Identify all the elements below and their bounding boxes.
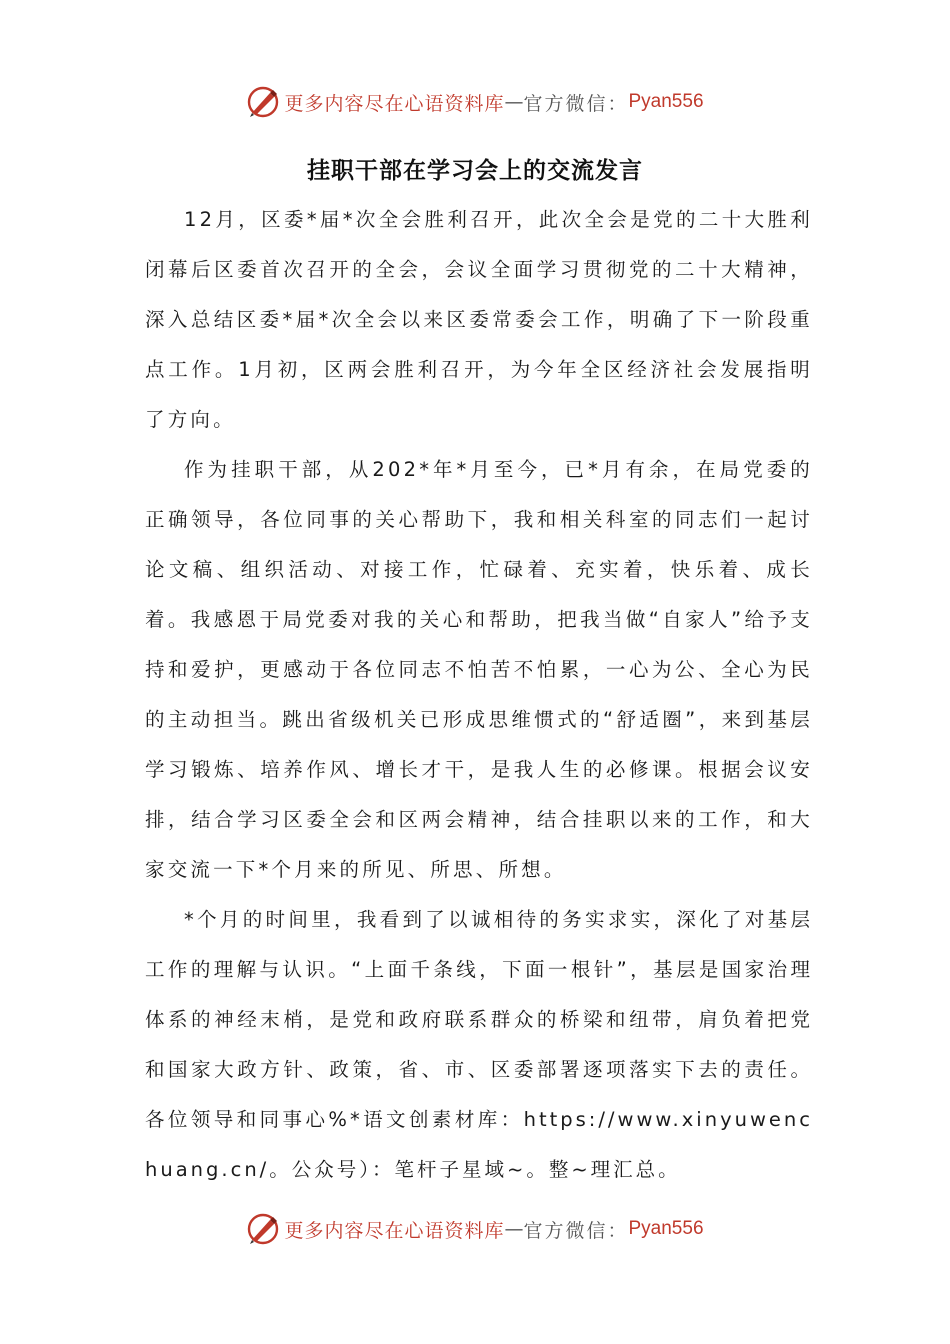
header-banner-dash: — — [504, 91, 524, 113]
pen-logo-icon — [246, 85, 280, 119]
footer-banner-text: 更多内容尽在心语资料库 — [284, 1219, 505, 1242]
footer-banner-dash: — — [504, 1218, 524, 1240]
pen-logo-icon — [246, 1212, 280, 1246]
paragraph-1: 12月，区委*届*次全会胜利召开，此次全会是党的二十大胜利闭幕后区委首次召开的全会，会议全面学习贯彻党的二十大精神，深入总结区委*届*次全会以来区委常委会工作，明确了下一阶段重点工作。1月初，区两会胜利召开，为今年全区经济社会发展指明了方向。 — [145, 208, 813, 431]
footer-banner — [0, 1209, 950, 1249]
document-title: 挂职干部在学习会上的交流发言 — [307, 157, 643, 184]
header-banner-text: 更多内容尽在心语资料库 — [284, 92, 505, 115]
header-banner — [0, 82, 950, 122]
footer-wechat-label: 官方微信： — [523, 1219, 629, 1242]
paragraph-3: *个月的时间里，我看到了以诚相待的务实求实，深化了对基层工作的理解与认识。“上面千条线，下面一根针”，基层是国家治理体系的神经末梢，是党和政府联系群众的桥梁和纽带，肩负着把党和国家大政方针、政策，省、市、区委部署逐项落实下去的责任。各位领导和同事心%*语文创素材库：https://www.xinyuwenchuang.cn/。公众号）：笔杆子星域~。整~理汇总。 — [145, 908, 813, 1181]
header-wechat-label: 官方微信： — [523, 92, 629, 115]
paragraph-2: 作为挂职干部，从202*年*月至今，已*月有余，在局党委的正确领导，各位同事的关心帮助下，我和相关科室的同志们一起讨论文稿、组织活动、对接工作，忙碌着、充实着，快乐着、成长着。我感恩于局党委对我的关心和帮助，把我当做“自家人”给予支持和爱护，更感动于各位同志不怕苦不怕累，一心为公、全心为民的主动担当。跳出省级机关已形成思维惯式的“舒适圈”，来到基层学习锻炼、培养作风、增长才干，是我人生的必修课。根据会议安排，结合学习区委全会和区两会精神，结合挂职以来的工作，和大家交流一下*个月来的所见、所思、所想。 — [145, 458, 813, 881]
header-wechat-id: Pyan556 — [628, 91, 704, 112]
footer-wechat-id: Pyan556 — [628, 1218, 704, 1239]
document-body — [145, 195, 813, 1195]
